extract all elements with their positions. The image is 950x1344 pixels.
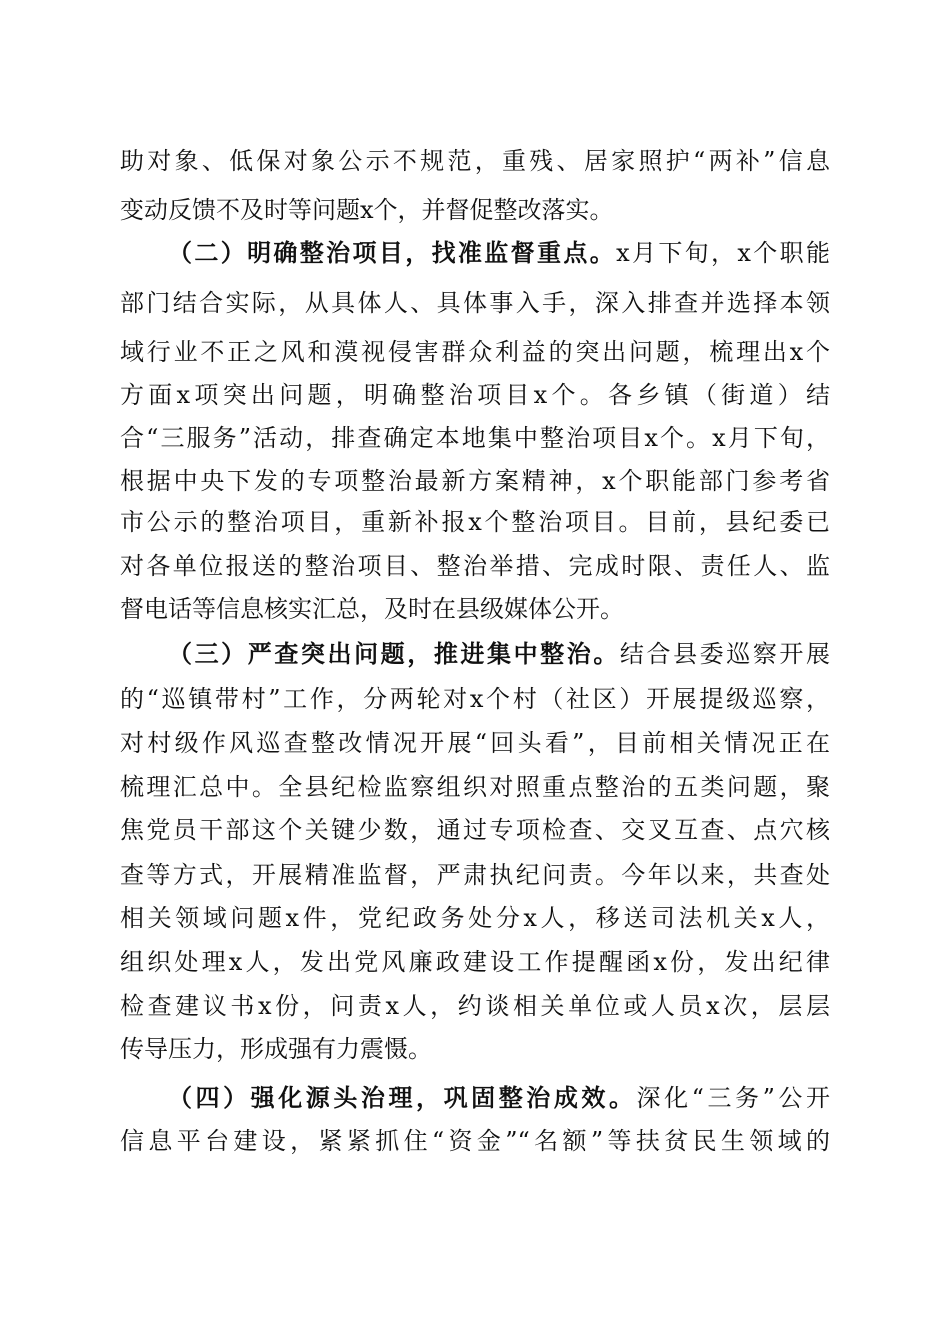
paragraph-text: 深化“三务”公开 [636, 1084, 830, 1112]
section-heading-line [168, 639, 830, 669]
paragraph-line: 合“三服务”活动，排查确定本地集中整治项目x个。x月下旬， [120, 424, 830, 452]
paragraph-line: 市公示的整治项目，重新补报x个整治项目。目前，县纪委已 [120, 508, 830, 536]
section-heading: （二）明确整治项目，找准监督重点。 [168, 238, 617, 267]
paragraph-line: 变动反馈不及时等问题x个，并督促整改落实。 [120, 196, 614, 224]
paragraph-line: 部门结合实际，从具体人、具体事入手，深入排查并选择本领 [120, 289, 830, 317]
section-heading-line [168, 1083, 830, 1113]
section-heading: （四）强化源头治理，巩固整治成效。 [168, 1083, 637, 1112]
paragraph-line: 焦党员干部这个关键少数，通过专项检查、交叉互查、点穴核 [120, 816, 830, 844]
paragraph-line: 对村级作风巡查整改情况开展“回头看”，目前相关情况正在 [120, 729, 830, 757]
paragraph-line: 查等方式，开展精准监督，严肃执纪问责。今年以来，共查处 [120, 861, 830, 889]
paragraph-line: 传导压力，形成强有力震慑。 [120, 1035, 432, 1063]
section-heading: （三）严查突出问题，推进集中整治。 [168, 639, 620, 668]
paragraph-line: 方面x项突出问题，明确整治项目x个。各乡镇（街道）结 [120, 381, 830, 409]
paragraph-line: 组织处理x人，发出党风廉政建设工作提醒函x份，发出纪律 [120, 948, 830, 976]
paragraph-line: 信息平台建设，紧紧抓住“资金”“名额”等扶贫民生领域的 [120, 1127, 830, 1155]
paragraph-line: 助对象、低保对象公示不规范，重残、居家照护“两补”信息 [120, 147, 830, 175]
paragraph-line: 域行业不正之风和漠视侵害群众利益的突出问题，梳理出x个 [120, 338, 830, 366]
section-heading-line [168, 238, 830, 268]
paragraph-text: x月下旬，x个职能 [616, 239, 831, 267]
paragraph-line: 检查建议书x份，问责x人，约谈相关单位或人员x次，层层 [120, 992, 830, 1020]
paragraph-line: 督电话等信息核实汇总，及时在县级媒体公开。 [120, 595, 624, 623]
paragraph-line: 对各单位报送的整治项目、整治举措、完成时限、责任人、监 [120, 552, 830, 580]
paragraph-line: 的“巡镇带村”工作，分两轮对x个村（社区）开展提级巡察， [120, 685, 830, 713]
paragraph-line: 根据中央下发的专项整治最新方案精神，x个职能部门参考省 [120, 467, 830, 495]
paragraph-line: 梳理汇总中。全县纪检监察组织对照重点整治的五类问题，聚 [120, 773, 830, 801]
paragraph-text: 结合县委巡察开展 [619, 640, 831, 668]
paragraph-line: 相关领域问题x件，党纪政务处分x人，移送司法机关x人， [120, 904, 830, 932]
